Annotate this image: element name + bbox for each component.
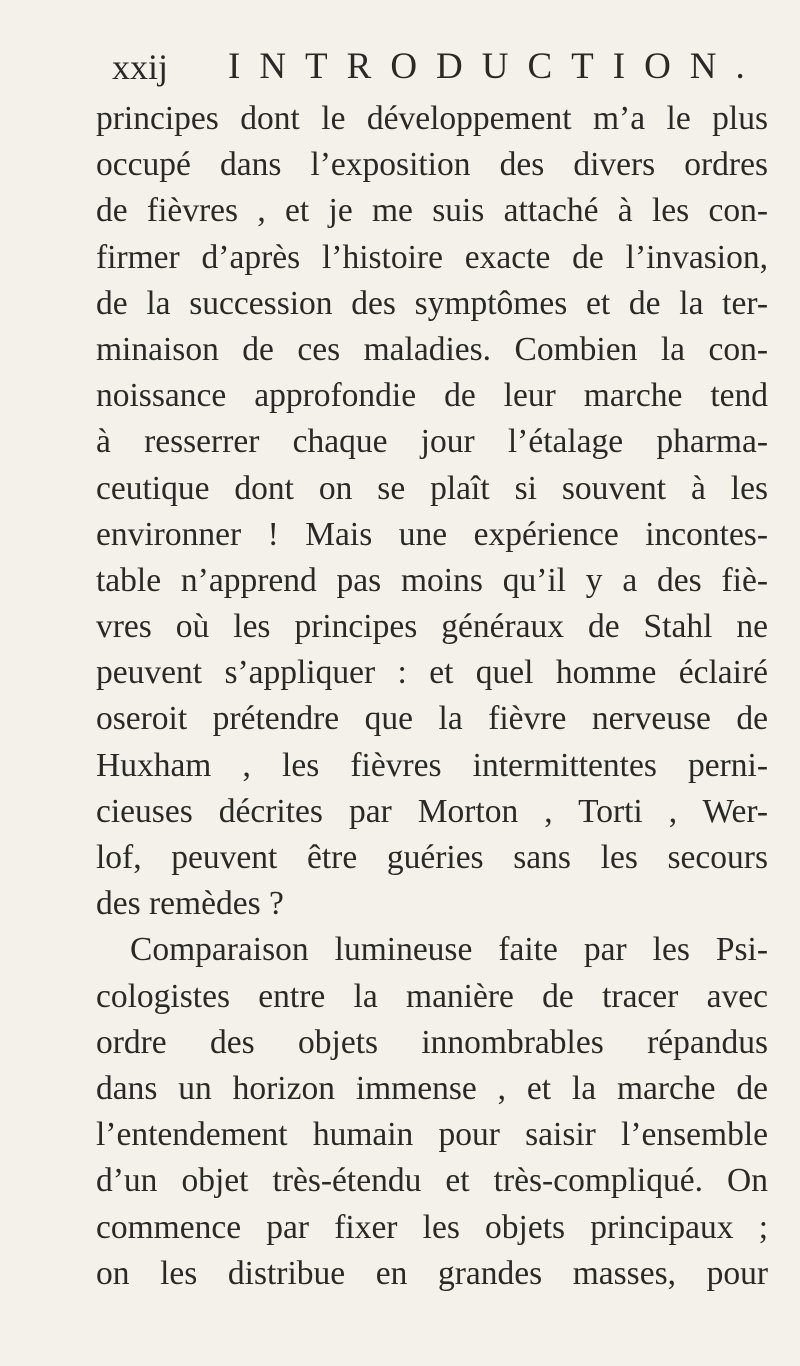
text-line: l’entendement humain pour saisir l’ensemble (96, 1116, 768, 1154)
text-line: cologistes entre la manière de tracer avec (96, 977, 768, 1015)
text-line: oseroit prétendre que la fièvre nerveuse de (96, 700, 768, 738)
page-number: xxij (112, 47, 169, 87)
text-line: à resserrer chaque jour l’étalage pharma- (96, 423, 768, 461)
text-line: peuvent s’appliquer : et quel homme éclairé (96, 654, 768, 692)
text-line: principes dont le développement m’a le plus (96, 100, 768, 137)
text-line: ordre des objets innombrables répandus (96, 1023, 768, 1061)
text-line: Comparaison lumineuse faite par les Psi- (130, 931, 768, 969)
text-line: environner ! Mais une expérience incontes- (96, 515, 768, 553)
text-line: noissance approfondie de leur marche tend (96, 377, 768, 415)
running-head: INTRODUCTION. (228, 46, 764, 87)
body-text (96, 96, 768, 1297)
text-line: ceutique dont on se plaît si souvent à les (96, 469, 768, 507)
page-header (112, 42, 764, 92)
text-line: vres où les principes généraux de Stahl ne (96, 608, 768, 646)
text-line: table n’apprend pas moins qu’il y a des fiè- (96, 561, 768, 599)
text-line: dans un horizon immense , et la marche de (96, 1069, 768, 1107)
text-line: de fièvres , et je me suis attaché à les con- (96, 192, 768, 230)
text-line: lof, peuvent être guéries sans les secours (96, 839, 768, 876)
text-line: commence par fixer les objets principaux ; (96, 1208, 768, 1246)
text-line: d’un objet très-étendu et très-compliqué. On (96, 1162, 768, 1200)
text-line: minaison de ces maladies. Combien la con- (96, 330, 768, 368)
text-line: on les distribue en grandes masses, pour (96, 1254, 768, 1292)
text-line: occupé dans l’exposition des divers ordres (96, 146, 768, 184)
text-line: Huxham , les fièvres intermittentes perni- (96, 746, 768, 784)
text-line: des remèdes ? (96, 885, 284, 923)
text-line: firmer d’après l’histoire exacte de l’invasion, (96, 238, 768, 276)
text-line: de la succession des symptômes et de la ter- (96, 284, 768, 322)
text-line: cieuses décrites par Morton , Torti , Wer- (96, 792, 768, 830)
